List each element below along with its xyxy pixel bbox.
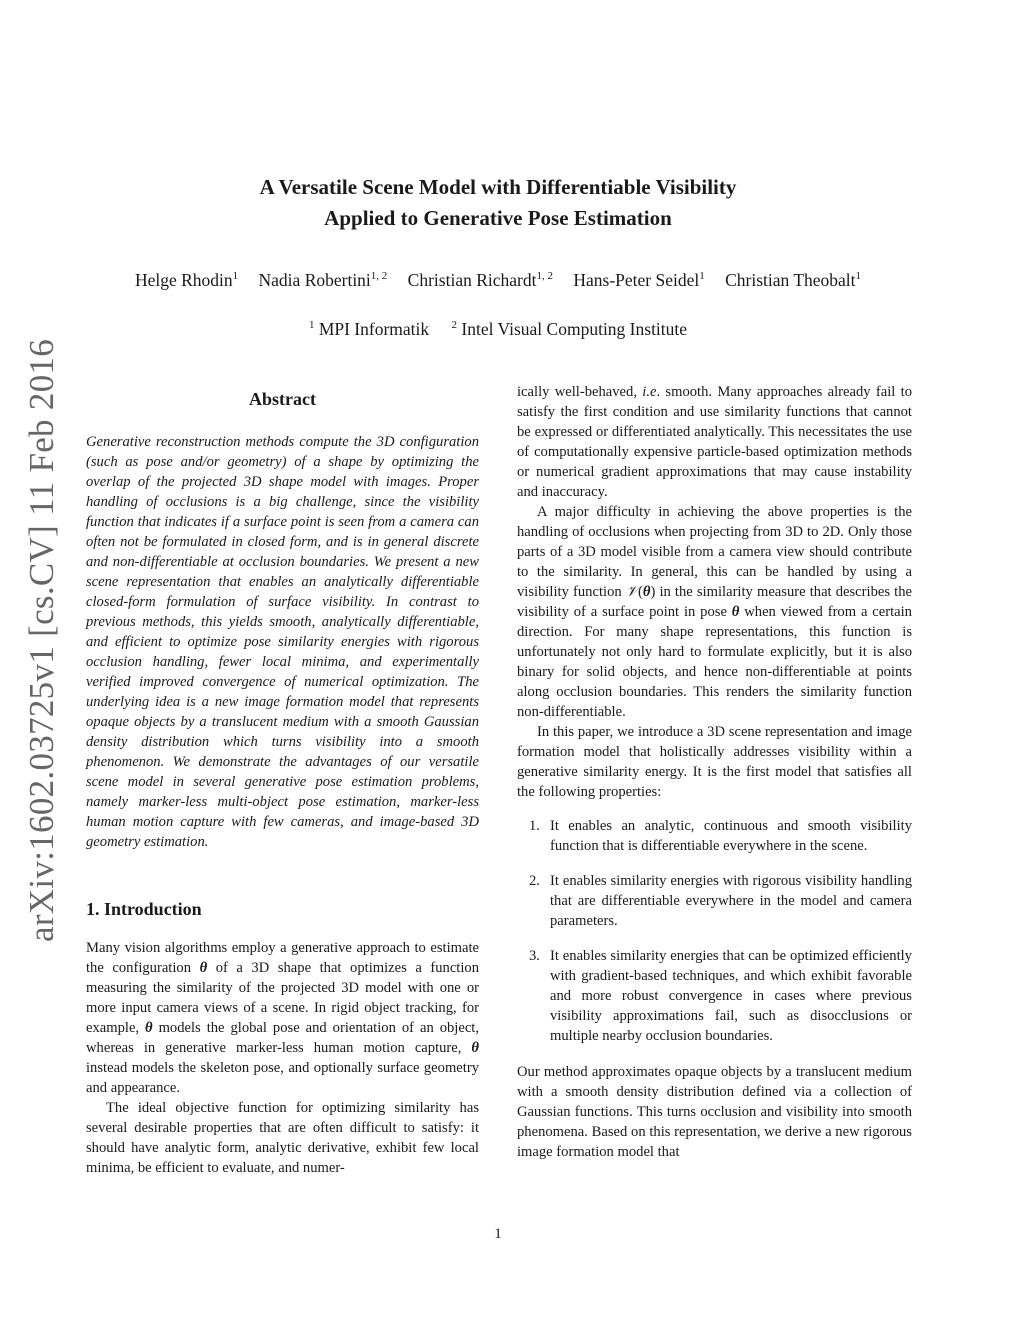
right-column bbox=[517, 382, 912, 1162]
property-list bbox=[517, 816, 912, 1046]
arxiv-identifier: arXiv:1602.03725v1 [cs.CV] 11 Feb 2016 bbox=[22, 338, 61, 942]
abstract-text: Generative reconstruction methods compute the 3D configuration (such as pose and/or geometry) of a shape by optimizing the overlap of the projected 3D shape model with images. Proper handling of occlusions is a big challenge, since the visibility function that indicates if a surface point is seen from a camera can often not be formulated in closed form, and is in general discrete and non-differentiable at occlusion boundaries. We present a new scene representation that enables an analytically differentiable closed-form formulation of surface visibility. In contrast to previous methods, this yields smooth, analytically differentiable, and efficient to optimize pose similarity energies with rigorous occlusion handling, fewer local minima, and experimentally verified improved convergence of numerical optimization. The underlying idea is a new image formation model that represents opaque objects by a translucent medium with a smooth Gaussian density distribution which turns visibility into a smooth phenomenon. We demonstrate the advantages of our versatile scene model in several generative pose estimation problems, namely marker-less multi-object pose estimation, marker-less human motion capture with few cameras, and image-based 3D geometry estimation. bbox=[86, 434, 479, 850]
affiliation-list bbox=[0, 319, 996, 340]
author-list bbox=[0, 270, 996, 291]
theta-symbol: θ bbox=[642, 584, 651, 600]
left-column bbox=[86, 386, 479, 1178]
theta-symbol: θ bbox=[145, 1020, 153, 1036]
list-item: 3. It enables similarity energies that can be optimized efficiently with gradient-based techniques, and which exhibit favorable and more robust convergence in cases where previous visibility approximations fail, such as disocclusions or multiple nearby occlusion boundaries. bbox=[529, 948, 912, 1044]
right-paragraph-3: In this paper, we introduce a 3D scene representation and image formation model that holistically addresses visibility within a generative similarity energy. It is the first model that satisfies all the following properties: bbox=[517, 724, 912, 800]
author: Helge Rhodin$^1$ bbox=[134, 270, 239, 290]
author: Hans-Peter Seidel$^1$ bbox=[573, 270, 705, 290]
theta-symbol: θ bbox=[199, 960, 208, 976]
right-paragraph-1: ically well-behaved, i.e. smooth. Many approaches already fail to satisfy the first condition and use similarity functions that cannot be expressed or differentiated analytically. This necessitates the use of computationally expensive particle-based optimization methods or numerical gradient approximations that may cause instability and inaccuracy. bbox=[517, 384, 912, 500]
visibility-function-symbol: 𝒱 bbox=[625, 583, 638, 600]
author: Nadia Robertini$^{1, 2}$ bbox=[258, 270, 388, 290]
title-line-2: Applied to Generative Pose Estimation bbox=[324, 206, 672, 230]
right-paragraph-2: A major difficulty in achieving the above properties is the handling of occlusions when projecting from 3D to 2D. Only those parts of a 3D model visible from a camera view should contribute to the similarity. In general, this can be handled by using a visibility function 𝒱(θ) in the similarity measure that describes the visibility of a surface point in pose θ when viewed from a certain direction. For many shape representations, this function is unfortunately not only hard to formulate explicitly, but it is also binary for solid objects, and hence non-differentiable at points along occlusion boundaries. This renders the similarity function non-differentiable. bbox=[517, 504, 912, 720]
affiliation: $^2$ Intel Visual Computing Institute bbox=[451, 319, 688, 339]
paper-title bbox=[0, 172, 996, 234]
list-item: 2. It enables similarity energies with rigorous visibility handling that are differentiable everywhere in the model and camera parameters. bbox=[529, 873, 912, 929]
page-number: 1 bbox=[494, 1226, 502, 1242]
right-paragraph-4: Our method approximates opaque objects by a translucent medium with a smooth density distribution defined via a collection of Gaussian functions. This turns occlusion and visibility into smooth phenomena. Based on this representation, we derive a new rigorous image formation model that bbox=[517, 1064, 912, 1160]
intro-paragraph-2: The ideal objective function for optimizing similarity has several desirable properties that are often difficult to satisfy: it should have analytic form, analytic derivative, exhibit few local minima, be efficient to evaluate, and numer- bbox=[86, 1100, 479, 1176]
theta-symbol: θ bbox=[731, 604, 740, 620]
section-heading-introduction: 1. Introduction bbox=[86, 899, 202, 919]
abstract-heading: Abstract bbox=[249, 389, 316, 409]
author: Christian Theobalt$^1$ bbox=[725, 270, 862, 290]
intro-paragraph-1: Many vision algorithms employ a generative approach to estimate the configuration θ of a 3D shape that optimizes a function measuring the similarity of the projected 3D model with one or more input camera views of a scene. In rigid object tracking, for example, θ models the global pose and orientation of an object, whereas in generative marker-less human motion capture, θ instead models the skeleton pose, and optionally surface geometry and appearance. bbox=[86, 940, 480, 1096]
theta-symbol: θ bbox=[471, 1040, 479, 1056]
author: Christian Richardt$^{1, 2}$ bbox=[407, 270, 553, 290]
title-line-1: A Versatile Scene Model with Differentiable Visibility bbox=[259, 175, 737, 199]
list-item: 1. It enables an analytic, continuous and smooth visibility function that is differentiable everywhere in the scene. bbox=[529, 818, 912, 854]
affiliation: $^1$ MPI Informatik bbox=[308, 319, 430, 339]
